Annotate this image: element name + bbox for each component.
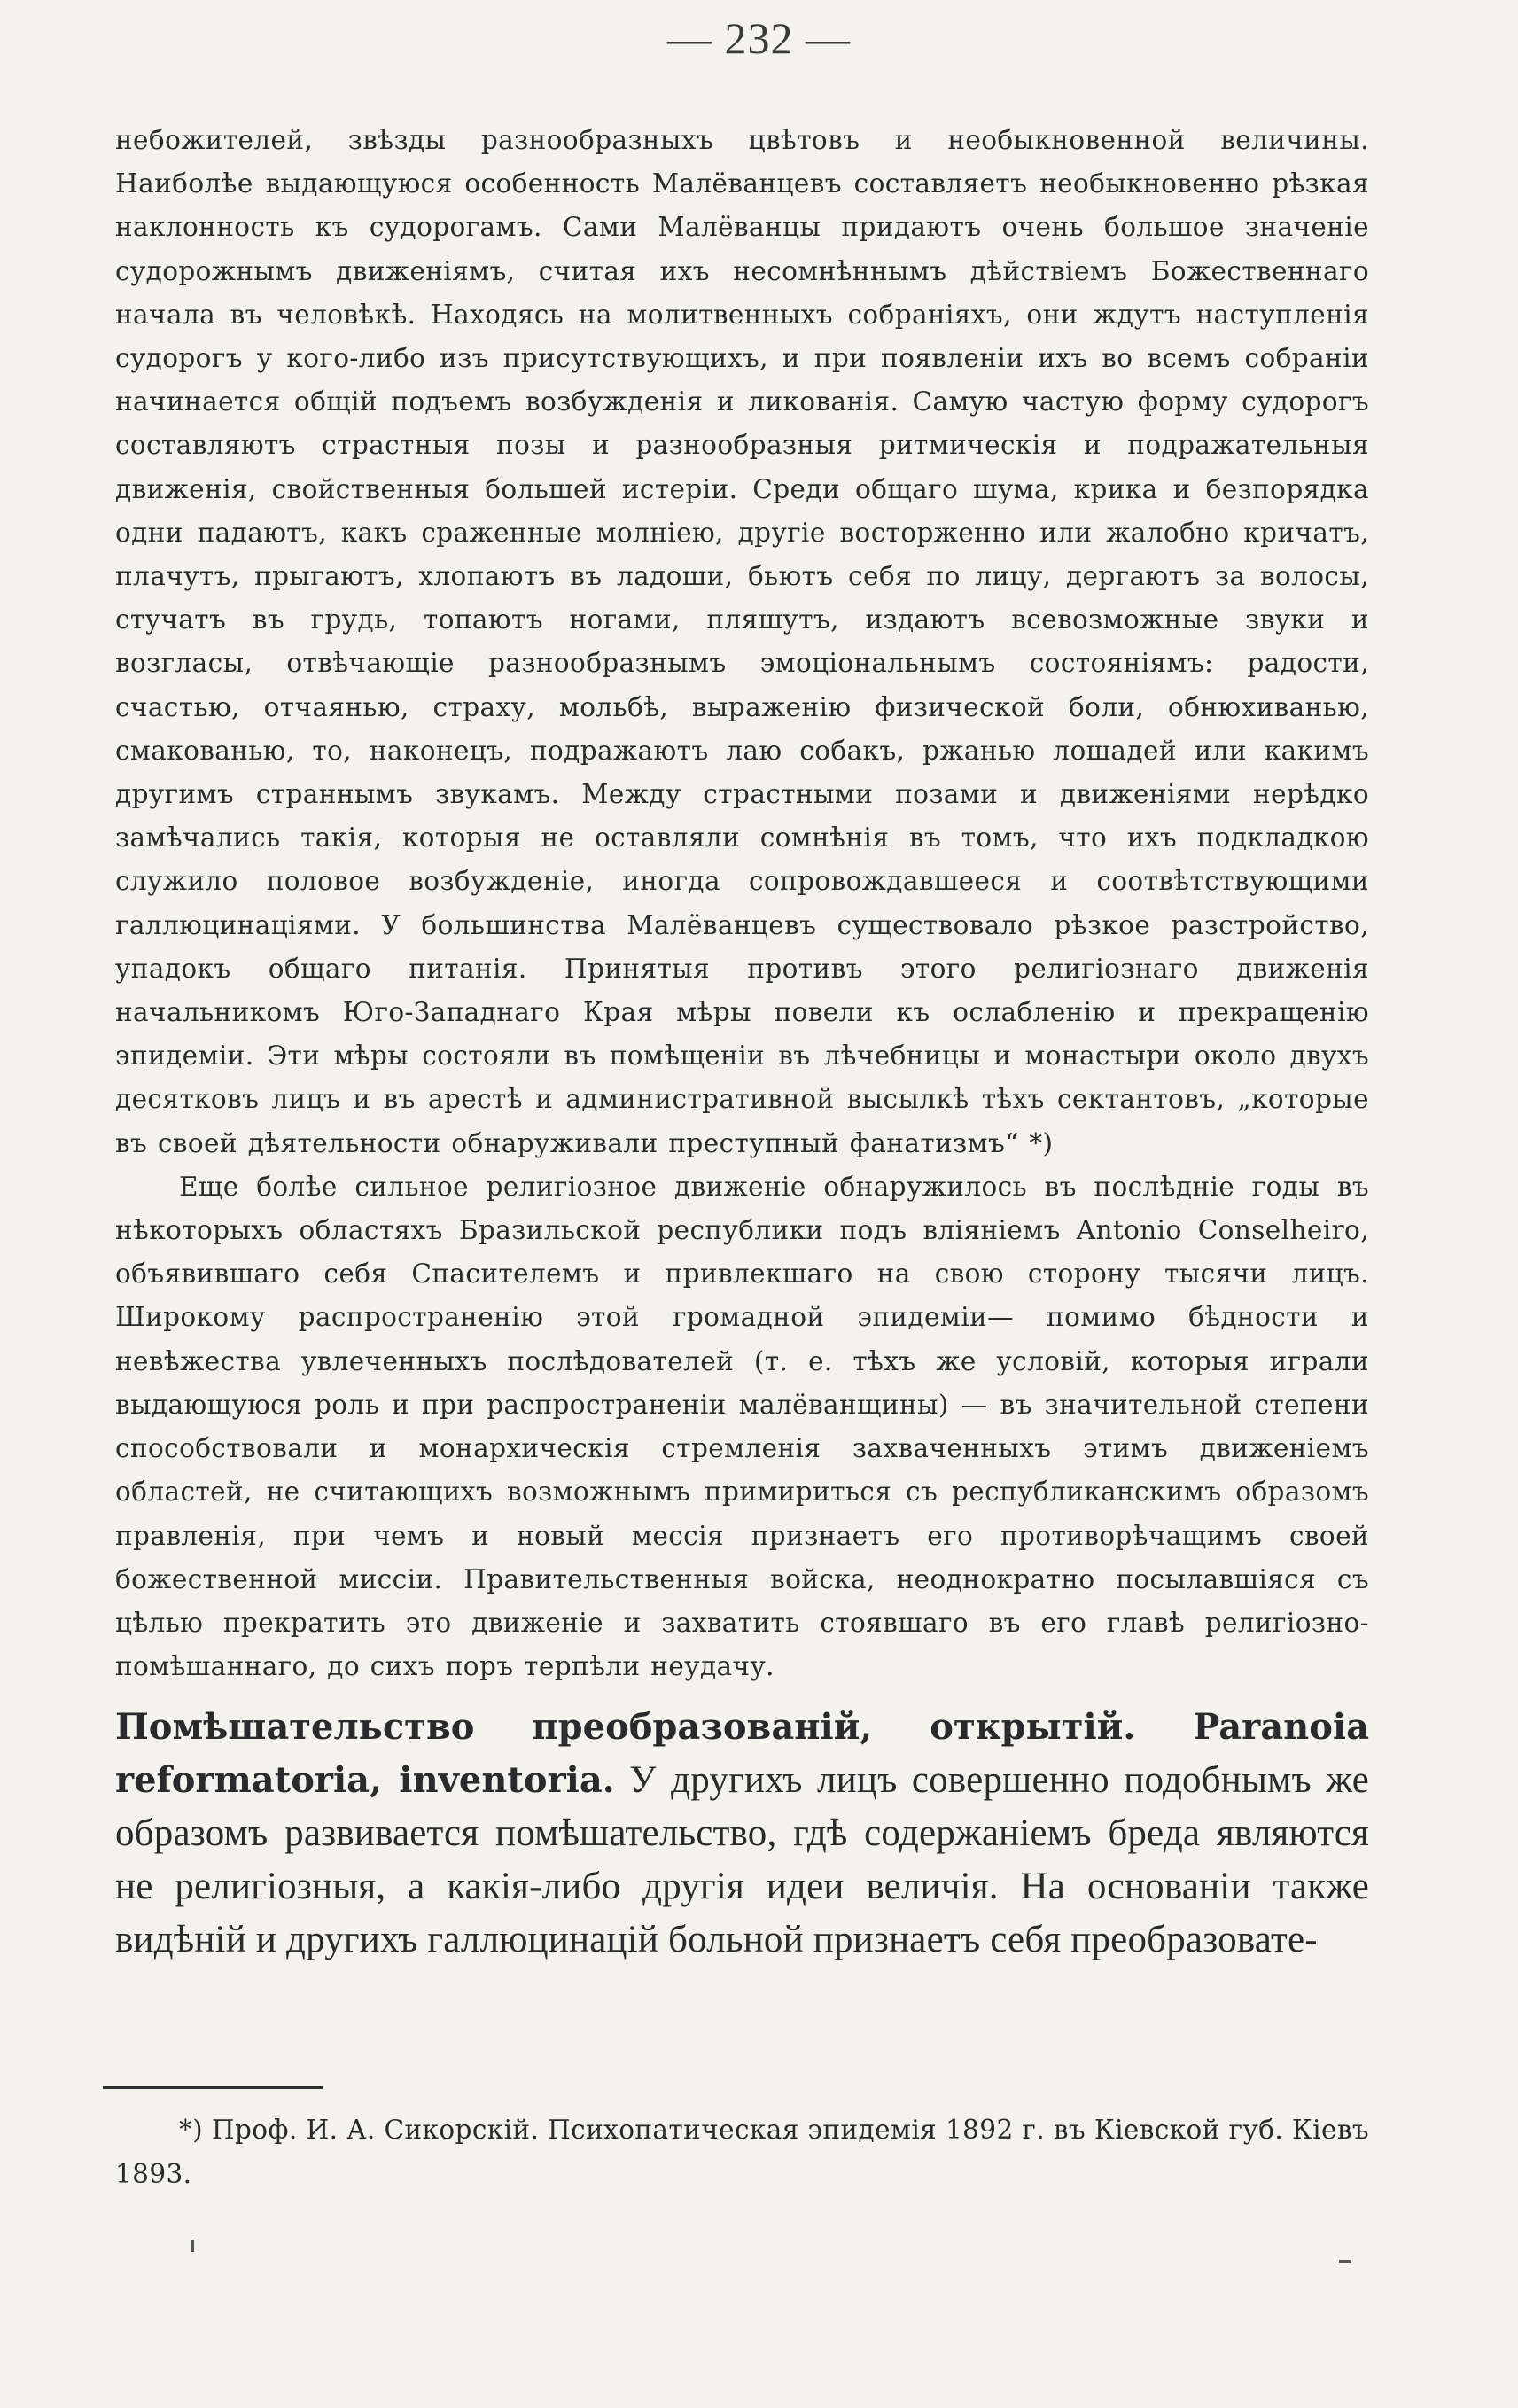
print-speck-mark bbox=[1339, 2260, 1351, 2263]
page-number: — 232 — bbox=[667, 13, 851, 63]
paragraph-malevantsy: небожителей, звѣзды разнообразныхъ цвѣтовъ и необыкновенной величины. Наиболѣе выдающуюся особенность Малёванцевъ составляетъ необыкновенно рѣзкая наклонность къ судорогамъ. Сами Малёванцы придаютъ очень большое значенiе судорожнымъ движенiямъ, считая ихъ несомнѣннымъ дѣйствiемъ Божественнаго начала въ человѣкѣ. Находясь на молитвенныхъ собранiяхъ, они ждутъ наступленiя судорогъ у кого-либо изъ присутствующихъ, и при появленiи ихъ во всемъ собранiи начинается общiй подъемъ возбужденiя и ликованiя. Самую частую форму судорогъ составляютъ страстныя позы и разнообразныя ритмическiя и подражательныя движенiя, свойственныя большей истерiи. Среди общаго шума, крика и безпорядка одни падаютъ, какъ сраженные молнiею, другiе восторженно или жалобно кричатъ, плачутъ, прыгаютъ, хлопаютъ въ ладоши, бьютъ себя по лицу, дергаютъ за волосы, стучатъ въ грудь, топаютъ ногами, пляшутъ, издаютъ всевозможные звуки и возгласы, отвѣчающiе разнообразнымъ эмоцiональнымъ состоянiямъ: радости, счастью, отчаянью, страху, мольбѣ, выраженiю физической боли, обнюхиванью, смакованью, то, наконецъ, подражаютъ лаю собакъ, ржанью лошадей или какимъ другимъ страннымъ звукамъ. Между страстными позами и движенiями нерѣдко замѣчались такiя, которыя не оставляли сомнѣнiя въ томъ, что ихъ подкладкою служило половое возбужденiе, иногда сопровождавшееся и соотвѣтствующими галлюцинацiями. У большинства Малёванцевъ существовало рѣзкое разстройство, упадокъ общаго питанiя. Принятыя противъ этого религiознаго движенiя начальникомъ Юго-Западнаго Края мѣры повели къ ослабленiю и прекращенiю эпидемiи. Эти мѣры состояли въ помѣщенiи въ лѣчебницы и монастыри около двухъ десятковъ лицъ и въ арестѣ и административной высылкѣ тѣхъ сектантовъ, „которые въ своей дѣятельности обнаруживали преступный фанатизмъ“ *) bbox=[115, 125, 1369, 1158]
section-heading: Помѣшательство преобразованiй, открытiй. Paranoia reformatoria, inventoria. bbox=[115, 1706, 1369, 1802]
footnote-divider bbox=[103, 2086, 323, 2089]
paragraph-conselheiro: Еще болѣе сильное религiозное движенiе обнаружилось въ послѣднiе годы въ нѣкоторыхъ областяхъ Бразильской республики подъ влiянiемъ Antonio Conselheiro, объявившаго себя Спасителемъ и привлекшаго на свою сторону тысячи лицъ. Широкому распространенiю этой громадной эпидемiи— помимо бѣдности и невѣжества увлеченныхъ послѣдователей (т. е. тѣхъ же условiй, которыя играли выдающуюся роль и при распространенiи малёванщины) — въ значительной степени способствовали и монархическiя стремленiя захваченныхъ этимъ движенiемъ областей, не считающихъ возможнымъ примириться съ республиканскимъ образомъ правленiя, при чемъ и новый мессiя признаетъ его противорѣчащимъ своей божественной миссiи. Правительственныя войска, неоднократно посылавшiяся съ цѣлью прекратить это движенiе и захватить стоявшаго въ его главѣ религiозно-помѣшаннаго, до сихъ поръ терпѣли неудачу. bbox=[115, 1171, 1369, 1682]
main-text-block bbox=[115, 119, 1369, 1967]
print-speck-mark bbox=[191, 2240, 194, 2252]
footnote: *) Проф. И. А. Сикорскiй. Психопатическая эпидемiя 1892 г. въ Кiевской губ. Кiевъ 1893. bbox=[115, 2115, 1369, 2189]
section-text: У другихъ лицъ совершенно подобнымъ же образомъ развивается помѣшательство, гдѣ содержанiемъ бреда являются не религiозныя, а какiя-либо другiя идеи величiя. На основанiи также видѣнiй и другихъ галлюцинацiй больной признаетъ себя преобразовате- bbox=[115, 1759, 1369, 1961]
section-paranoia-reformatoria bbox=[115, 1701, 1369, 1967]
